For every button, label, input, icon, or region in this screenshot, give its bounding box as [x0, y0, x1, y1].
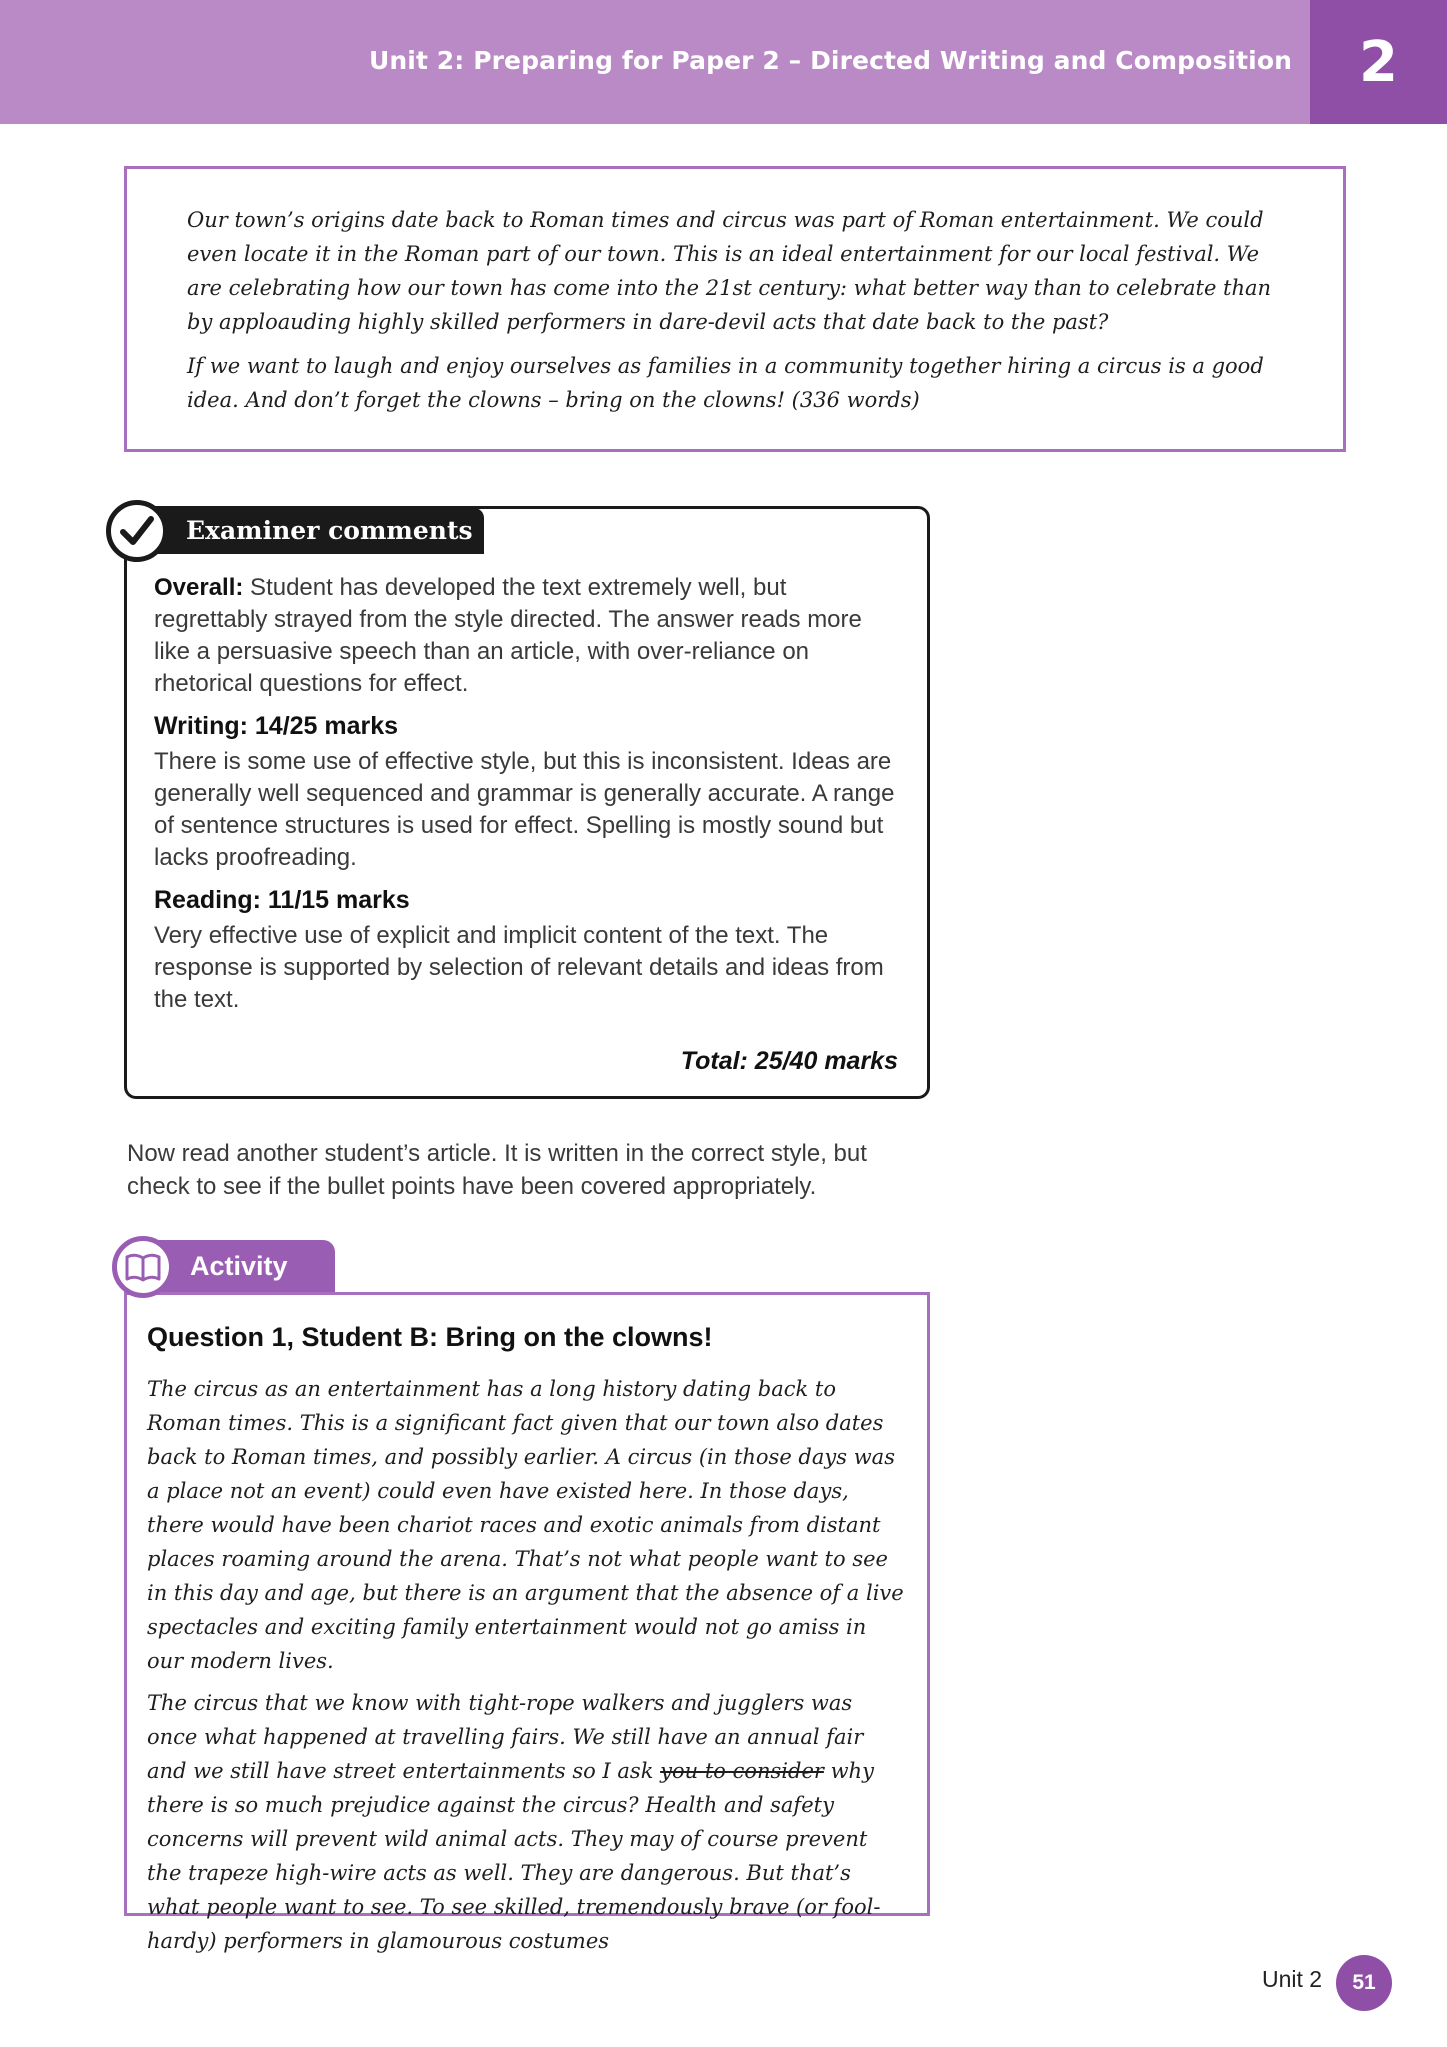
intro-paragraph: Now read another student’s article. It is written in the correct style, but check to see if the bullet points have been covered appropriately. [127, 1140, 867, 1200]
check-circle-icon [106, 500, 168, 562]
student-a-excerpt-box [124, 166, 1346, 452]
overall-comment [154, 572, 904, 700]
excerpt-paragraph: Our town’s origins date back to Roman times and circus was part of Roman entertainment. We could even locate it in the Roman part of our town. This is an ideal entertainment for our local festival. We are celebrating how our town has come into the 21st century: what better way than to celebrate than by apploauding highly skilled performers in dare-devil acts that date back to the past? [187, 208, 1272, 334]
total-marks: Total: 25/40 marks [680, 1047, 898, 1075]
overall-label: Overall: [154, 574, 244, 601]
footer-unit-label: Unit 2 [1262, 1966, 1323, 1992]
writing-heading: Writing: 14/25 marks [154, 712, 399, 740]
reading-comment: Very effective use of explicit and implicit content of the text. The response is supported by selection of relevant details and ideas from the text. [154, 922, 884, 1013]
article-paragraph [147, 1686, 907, 1958]
student-b-article [147, 1372, 907, 1966]
page-number-badge: 51 [1336, 1955, 1392, 2011]
page-header [0, 0, 1447, 124]
article-text: why there is so much prejudice against the circus? Health and safety concerns will prevent wild animal acts. They may of course prevent the trapeze high-wire acts as well. They are dangerous. But that’s what people want to see. To see skilled, tremendously brave (or fool-hardy) performers in glamourous costumes [147, 1759, 881, 1953]
overall-text: Student has developed the text extremely well, but regrettably strayed from the style directed. The answer reads more like a persuasive speech than an article, with over-reliance on rhetorical questions for effect. [154, 574, 862, 697]
article-paragraph: The circus as an entertainment has a long history dating back to Roman times. This is a significant fact given that our town also dates back to Roman times, and possibly earlier. A circus (in those days was a place not an event) could even have existed here. In those days, there would have been chariot races and exotic animals from distant places roaming around the arena. That’s not what people want to see in this day and age, but there is an argument that the absence of a live spectacles and exciting family entertainment would not go amiss in our modern lives. [147, 1377, 904, 1673]
chapter-number-tab: 2 [1310, 0, 1447, 124]
unit-title: Unit 2: Preparing for Paper 2 – Directed Writing and Composition [368, 46, 1292, 75]
question-title: Question 1, Student B: Bring on the clowns! [147, 1322, 713, 1352]
struck-text: you to consider [660, 1759, 824, 1783]
reading-heading: Reading: 11/15 marks [154, 886, 410, 914]
article-text: The circus that we know with tight-rope walkers and jugglers was once what happened at travelling fairs. We still have an annual fair and we still have street entertainments so I ask [147, 1691, 864, 1783]
writing-comment: There is some use of effective style, but this is inconsistent. Ideas are generally well sequenced and grammar is generally accurate. A range of sentence structures is used for effect. Spelling is mostly sound but lacks proofreading. [154, 748, 895, 871]
examiner-comments-content [154, 572, 904, 1026]
examiner-comments-tab: Examiner comments [130, 508, 484, 554]
activity-tab: Activity [150, 1240, 335, 1292]
book-icon [112, 1236, 174, 1298]
excerpt-paragraph: If we want to laugh and enjoy ourselves as families in a community together hiring a circus is a good idea. And don’t forget the clowns – bring on the clowns! (336 words) [187, 354, 1264, 412]
